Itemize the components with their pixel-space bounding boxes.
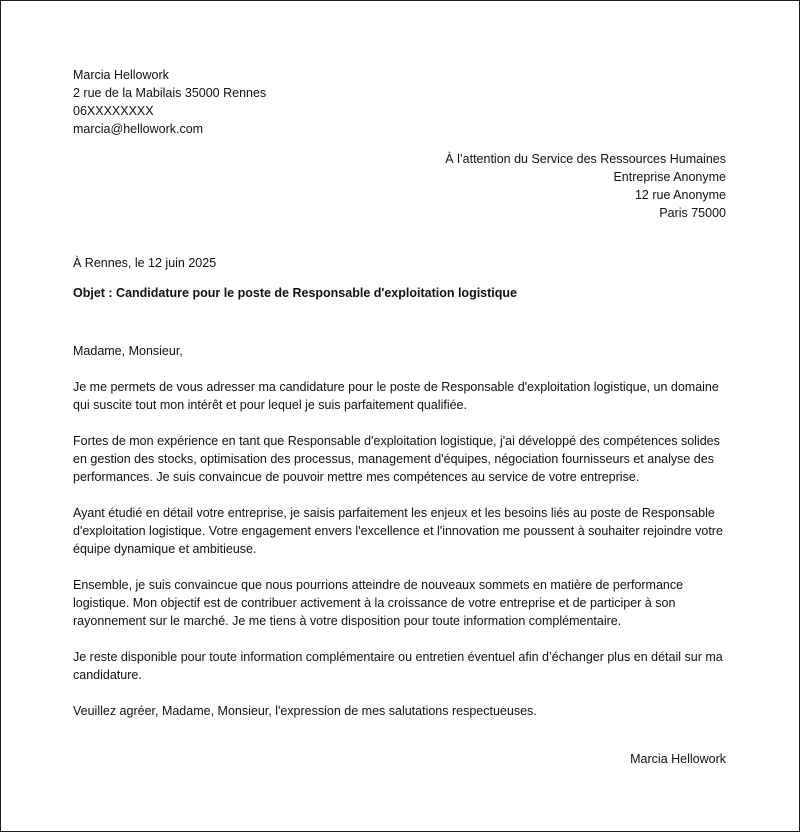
sender-block (73, 66, 266, 138)
recipient-company: Entreprise Anonyme (613, 170, 726, 184)
paragraph: Fortes de mon expérience en tant que Responsable d'exploitation logistique, j'ai développé des compétences solides en gestion des stocks, optimisation des processus, management d'équipes, négociation fournisseurs et analyse des performances. Je suis convaincue de pouvoir mettre mes compétences au service de votre entreprise. (73, 434, 720, 484)
signature: Marcia Hellowork (630, 752, 726, 766)
sender-name: Marcia Hellowork (73, 68, 169, 82)
recipient-block (445, 150, 726, 222)
recipient-street: 12 rue Anonyme (634, 188, 726, 202)
salutation: Madame, Monsieur, (73, 344, 183, 358)
closing-paragraph: Veuillez agréer, Madame, Monsieur, l'expression de mes salutations respectueuses. (73, 704, 537, 718)
subject-line: Objet : Candidature pour le poste de Responsable d'exploitation logistique (73, 286, 517, 300)
paragraph: Je me permets de vous adresser ma candidature pour le poste de Responsable d'exploitation logistique, un domaine qui suscite tout mon intérêt et pour lequel je suis parfaitement qualifiée. (73, 380, 719, 412)
date-line: À Rennes, le 12 juin 2025 (73, 256, 217, 270)
recipient-city: Paris 75000 (659, 206, 726, 220)
paragraph: Ayant étudié en détail votre entreprise, je saisis parfaitement les enjeux et les besoins liés au poste de Responsable d'exploitation logistique. Votre engagement envers l'excellence et l'innovation me poussent à souhaiter rejoindre votre équipe dynamique et ambitieuse. (73, 506, 723, 556)
letter-body (73, 342, 733, 738)
paragraph: Je reste disponible pour toute information complémentaire ou entretien éventuel afin d’échanger plus en détail sur ma candidature. (73, 650, 723, 682)
sender-address: 2 rue de la Mabilais 35000 Rennes (73, 86, 267, 100)
paragraph: Ensemble, je suis convaincue que nous pourrions atteindre de nouveaux sommets en matière de performance logistique. Mon objectif est de contribuer activement à la croissance de votre entreprise et de participer à son rayonnement sur le marché. Je me tiens à votre disposition pour toute information complémentaire. (73, 578, 684, 628)
recipient-attention: À l’attention du Service des Ressources Humaines (445, 152, 726, 166)
sender-phone: 06XXXXXXXX (73, 104, 154, 118)
sender-email: marcia@hellowork.com (73, 122, 204, 136)
